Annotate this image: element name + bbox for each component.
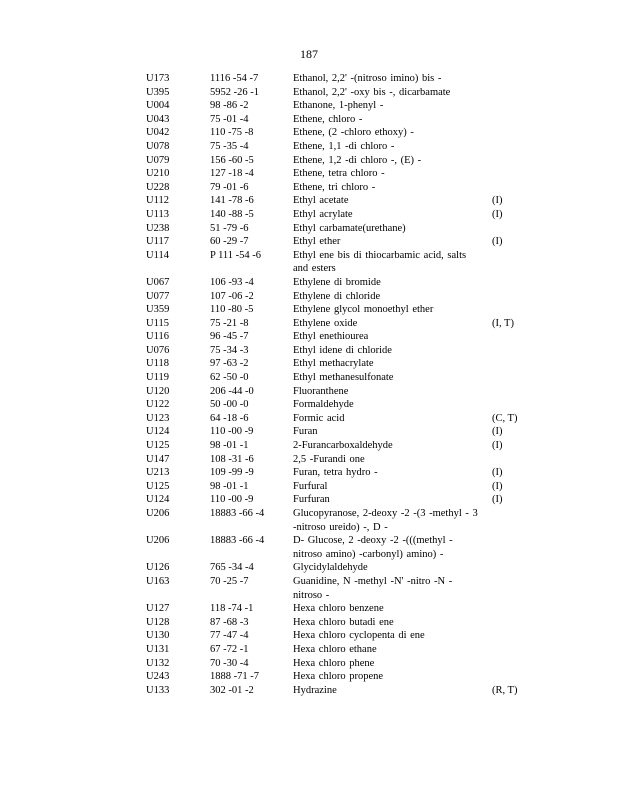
substance-name: Ethyl enethiourea [293, 331, 369, 343]
waste-code: U163 [146, 575, 170, 587]
table-row [146, 657, 526, 671]
substance-name: Hexa chloro propene [293, 671, 384, 683]
waste-code: U206 [146, 535, 170, 547]
cas-number: 64 -18 -6 [210, 412, 249, 424]
substance-name: Ethene, tetra chloro - [293, 168, 385, 180]
waste-code: U124 [146, 426, 170, 438]
cas-number: 97 -63 -2 [210, 358, 249, 370]
table-row [146, 643, 526, 657]
cas-number: 765 -34 -4 [210, 562, 254, 574]
table-row [146, 385, 526, 399]
cas-number: 75 -21 -8 [210, 317, 249, 329]
table-row [146, 670, 526, 684]
cas-number: 140 -88 -5 [210, 208, 254, 220]
table-row [146, 208, 526, 222]
table-row [146, 126, 526, 140]
cas-number: 156 -60 -5 [210, 154, 254, 166]
substance-name: Hexa chloro benzene [293, 603, 384, 615]
table-row [146, 344, 526, 358]
waste-code: U112 [146, 195, 169, 207]
hazard-code: (I) [492, 494, 503, 506]
cas-number: 108 -31 -6 [210, 453, 254, 465]
waste-code: U127 [146, 603, 170, 615]
substance-name: Glucopyranose, 2-deoxy -2 -(3 -methyl - 3 -nitroso ureido) -, D - [293, 508, 478, 533]
waste-code: U119 [146, 372, 169, 384]
substance-name: Ethyl carbamate(urethane) [293, 222, 406, 234]
page-number: 187 [300, 47, 318, 61]
waste-code: U130 [146, 630, 170, 642]
cas-number: 62 -50 -0 [210, 372, 249, 384]
substance-name: Ethene, tri chloro - [293, 181, 376, 193]
substance-name: Ethene, chloro - [293, 113, 363, 125]
table-row [146, 602, 526, 616]
cas-number: 118 -74 -1 [210, 603, 254, 615]
table-row [146, 493, 526, 507]
cas-number: 110 -80 -5 [210, 304, 254, 316]
cas-number: 18883 -66 -4 [210, 508, 265, 519]
substance-name: Ethylene di bromide [293, 276, 381, 288]
hazard-code: (I) [492, 195, 503, 207]
waste-code: U210 [146, 168, 170, 180]
substance-name: Glycidylaldehyde [293, 562, 368, 574]
cas-number: 50 -00 -0 [210, 399, 249, 411]
substance-name: Furan, tetra hydro - [293, 467, 378, 479]
table-row [146, 167, 526, 181]
substance-name: Ethyl ether [293, 236, 341, 248]
substance-name: Ethyl ene bis di thiocarbamic acid, salts and esters [293, 249, 467, 275]
substance-name: Ethanone, 1-phenyl - [293, 100, 384, 112]
waste-code: U079 [146, 154, 170, 166]
table-row [146, 371, 526, 385]
substance-name: Guanidine, N -methyl -N' -nitro -N - nitroso - [293, 575, 453, 601]
waste-code: U359 [146, 304, 170, 316]
waste-code: U117 [146, 236, 169, 248]
table-row [146, 453, 526, 467]
table-row [146, 439, 526, 453]
hazard-code: (I) [492, 480, 503, 492]
waste-code: U147 [146, 453, 170, 465]
table-row [146, 113, 526, 127]
waste-code: U238 [146, 222, 170, 234]
cas-number: 110 -00 -9 [210, 494, 254, 506]
waste-code: U122 [146, 399, 170, 411]
waste-code: U043 [146, 113, 170, 125]
substance-name: 2-Furancarboxaldehyde [293, 440, 393, 452]
substance-name: 2,5 -Furandi one [293, 453, 365, 465]
table-row [146, 303, 526, 317]
table-row [146, 629, 526, 643]
cas-number: 109 -99 -9 [210, 467, 254, 479]
waste-code: U133 [146, 684, 170, 696]
substance-name: Ethyl methacrylate [293, 358, 374, 370]
cas-number: 79 -01 -6 [210, 181, 249, 193]
waste-code: U115 [146, 317, 169, 329]
table-row [146, 398, 526, 412]
waste-code: U131 [146, 643, 170, 655]
hazard-code: (I) [492, 236, 503, 248]
hazard-code: (R, T) [492, 684, 518, 696]
substance-name: Hexa chloro phene [293, 657, 375, 669]
table-row [146, 181, 526, 195]
waste-code: U120 [146, 385, 170, 397]
table-row [146, 222, 526, 236]
cas-number: 141 -78 -6 [210, 195, 254, 207]
cas-number: 96 -45 -7 [210, 331, 249, 343]
hazard-code: (I, T) [492, 317, 514, 329]
substance-name: Ethylene glycol monoethyl ether [293, 304, 434, 316]
table-row [146, 330, 526, 344]
cas-number: P 111 -54 -6 [210, 249, 262, 261]
table-row [146, 575, 526, 602]
waste-code: U123 [146, 412, 170, 424]
table-row [146, 235, 526, 249]
table-row [146, 140, 526, 154]
cas-number: 98 -01 -1 [210, 440, 249, 452]
waste-code: U213 [146, 467, 170, 479]
substance-name: Formic acid [293, 412, 345, 424]
waste-code: U114 [146, 249, 169, 261]
table-row [146, 616, 526, 630]
table-row [146, 480, 526, 494]
waste-code: U116 [146, 331, 169, 343]
substance-name: Hexa chloro butadi ene [293, 616, 394, 628]
waste-code: U125 [146, 440, 170, 452]
table-row [146, 249, 526, 276]
substance-name: Ethylene oxide [293, 317, 358, 329]
cas-number: 5952 -26 -1 [210, 86, 259, 98]
cas-number: 127 -18 -4 [210, 168, 254, 180]
substance-name: Hexa chloro ethane [293, 643, 377, 655]
substance-name: Ethene, (2 -chloro ethoxy) - [293, 127, 414, 139]
substance-name: Ethyl methanesulfonate [293, 372, 394, 384]
cas-number: 67 -72 -1 [210, 643, 249, 655]
waste-code: U173 [146, 73, 170, 84]
cas-number: 110 -00 -9 [210, 426, 254, 438]
waste-code: U077 [146, 290, 170, 302]
waste-code: U206 [146, 508, 170, 519]
cas-number: 70 -30 -4 [210, 657, 249, 669]
cas-number: 70 -25 -7 [210, 575, 249, 587]
waste-code: U128 [146, 616, 170, 628]
cas-number: 110 -75 -8 [210, 127, 254, 139]
table-row [146, 561, 526, 575]
cas-number: 98 -01 -1 [210, 480, 249, 492]
hazard-code: (C, T) [492, 412, 518, 424]
cas-number: 75 -34 -3 [210, 344, 249, 356]
waste-code: U124 [146, 494, 170, 506]
hazard-code: (I) [492, 467, 503, 479]
substance-name: Furfuran [293, 494, 330, 506]
waste-code: U126 [146, 562, 170, 574]
substance-name: Ethanol, 2,2' -oxy bis -, dicarbamate [293, 86, 451, 98]
substance-name: Ethyl idene di chloride [293, 344, 392, 356]
table-row [146, 425, 526, 439]
substance-name: Ethene, 1,2 -di chloro -, (E) - [293, 154, 422, 166]
substance-name: Furan [293, 426, 318, 438]
substance-name: Ethene, 1,1 -di chloro - [293, 140, 395, 152]
table-row [146, 276, 526, 290]
table-row [146, 684, 526, 698]
table-row [146, 534, 526, 561]
table-row [146, 154, 526, 168]
waste-code: U067 [146, 276, 170, 288]
cas-number: 206 -44 -0 [210, 385, 254, 397]
waste-code: U078 [146, 140, 170, 152]
cas-number: 77 -47 -4 [210, 630, 249, 642]
table-row [146, 290, 526, 304]
substance-name: D- Glucose, 2 -deoxy -2 -(((methyl - nitroso amino) -carbonyl) amino) - [293, 535, 453, 560]
hazardous-waste-table [146, 72, 526, 697]
table-row [146, 72, 526, 86]
substance-name: Formaldehyde [293, 399, 354, 411]
cas-number: 60 -29 -7 [210, 236, 249, 248]
table-row [146, 99, 526, 113]
table-row [146, 507, 526, 534]
cas-number: 98 -86 -2 [210, 100, 249, 112]
cas-number: 106 -93 -4 [210, 276, 254, 288]
waste-code: U228 [146, 181, 170, 193]
cas-number: 107 -06 -2 [210, 290, 254, 302]
substance-name: Ethanol, 2,2' -(nitroso imino) bis - [293, 73, 442, 84]
substance-name: Ethylene di chloride [293, 290, 381, 302]
waste-code: U113 [146, 208, 169, 220]
hazard-code: (I) [492, 426, 503, 438]
table-row [146, 412, 526, 426]
cas-number: 87 -68 -3 [210, 616, 249, 628]
table-row [146, 317, 526, 331]
substance-name: Ethyl acetate [293, 195, 349, 207]
substance-name: Fluoranthene [293, 385, 349, 397]
hazard-code: (I) [492, 440, 503, 452]
cas-number: 18883 -66 -4 [210, 535, 265, 547]
waste-code: U118 [146, 358, 169, 370]
table-row [146, 357, 526, 371]
cas-number: 75 -35 -4 [210, 140, 249, 152]
waste-code: U004 [146, 100, 170, 112]
substance-name: Hexa chloro cyclopenta di ene [293, 630, 425, 642]
table-row [146, 86, 526, 100]
cas-number: 75 -01 -4 [210, 113, 249, 125]
table-row [146, 466, 526, 480]
substance-name: Furfural [293, 480, 328, 492]
cas-number: 51 -79 -6 [210, 222, 249, 234]
cas-number: 1116 -54 -7 [210, 73, 259, 84]
substance-name: Hydrazine [293, 684, 337, 696]
waste-code: U132 [146, 657, 170, 669]
waste-code: U125 [146, 480, 170, 492]
cas-number: 1888 -71 -7 [210, 671, 259, 683]
hazard-code: (I) [492, 208, 503, 220]
waste-code: U243 [146, 671, 170, 683]
waste-code: U395 [146, 86, 170, 98]
table-row [146, 194, 526, 208]
waste-code: U042 [146, 127, 170, 139]
waste-code: U076 [146, 344, 170, 356]
substance-name: Ethyl acrylate [293, 208, 353, 220]
cas-number: 302 -01 -2 [210, 684, 254, 696]
